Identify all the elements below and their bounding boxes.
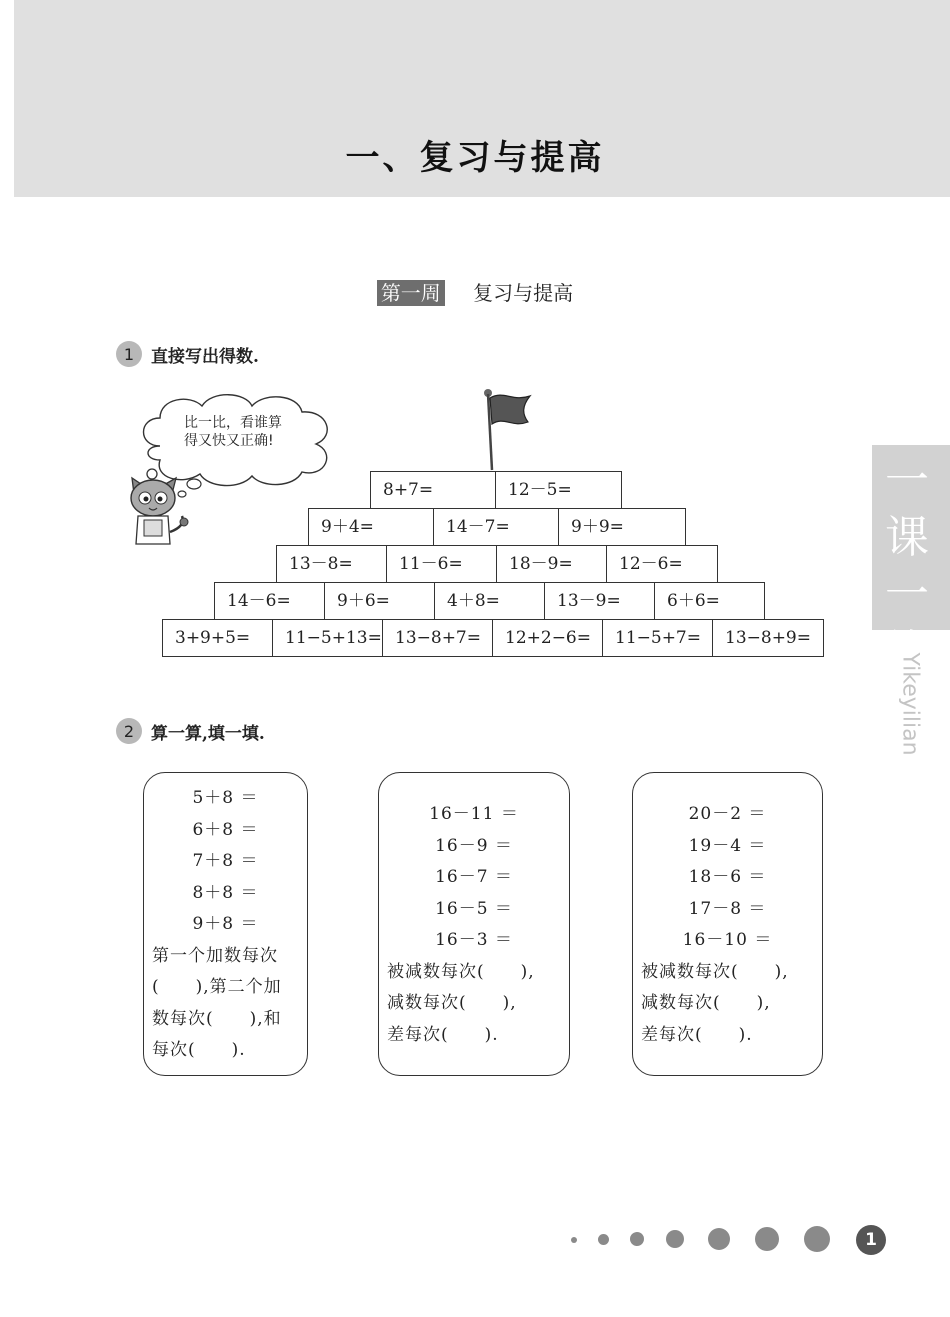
pyramid-brick: 9＋6= <box>325 583 435 619</box>
equation: 9＋8 ＝ <box>192 914 259 934</box>
fill-in-text: 每次( ). <box>152 1040 246 1060</box>
question-number-badge: 2 <box>116 718 142 744</box>
pyramid-brick: 3+9+5= <box>163 620 273 656</box>
card-content <box>379 799 569 1051</box>
decorative-dot <box>666 1230 684 1248</box>
pyramid-brick: 12+2−6= <box>493 620 603 656</box>
decorative-dot <box>755 1227 779 1251</box>
question-instruction: 算一算,填一填. <box>151 723 265 744</box>
exercise-card <box>632 772 823 1076</box>
pyramid-row <box>162 619 824 657</box>
chapter-title: 一、复习与提高 <box>345 138 605 178</box>
fill-in-text: 第一个加数每次 <box>152 945 278 966</box>
fill-in-text: 被减数每次( ), <box>641 961 789 982</box>
pyramid-brick: 12－6= <box>619 554 683 574</box>
pyramid-brick: 18－9= <box>497 546 607 582</box>
week-badge: 第一周 <box>377 280 445 306</box>
pyramid-brick: 11−5+7= <box>603 620 713 656</box>
fill-in-text: 减数每次( ), <box>641 993 771 1013</box>
decorative-dot <box>571 1237 577 1243</box>
equation: 6＋8 ＝ <box>192 819 259 840</box>
equation: 20－2 ＝ <box>688 804 767 824</box>
exercise-card <box>143 772 308 1076</box>
equation: 16－7 ＝ <box>435 867 513 887</box>
pyramid-brick: 12－5= <box>508 480 572 500</box>
equation: 8＋8 ＝ <box>192 882 259 903</box>
raccoon-mascot-icon <box>126 468 192 550</box>
pyramid-brick: 8+7= <box>371 472 496 508</box>
question-instruction: 直接写出得数. <box>151 346 259 367</box>
speech-line: 得又快又正确! <box>184 433 274 449</box>
side-tab-char: 一 <box>885 455 929 506</box>
equation: 16－9 ＝ <box>435 835 513 856</box>
week-heading <box>0 280 950 306</box>
equation: 16－11 ＝ <box>429 804 519 824</box>
equation: 7＋8 ＝ <box>192 851 259 871</box>
question-2-heading <box>116 718 265 744</box>
equation: 16－10 ＝ <box>682 930 773 950</box>
equation: 18－6 ＝ <box>688 867 767 887</box>
equation: 17－8 ＝ <box>688 898 767 919</box>
decorative-dot <box>804 1226 830 1252</box>
week-title: 复习与提高 <box>473 281 574 305</box>
question-number-badge: 1 <box>116 341 142 367</box>
pyramid-brick: 14－7= <box>434 509 559 545</box>
pyramid-brick: 9＋4= <box>309 509 434 545</box>
page-number: 1 <box>856 1225 886 1255</box>
fill-in-text: 减数每次( ), <box>387 993 517 1013</box>
side-tab-char: 练 <box>885 626 929 677</box>
speech-text <box>184 414 282 450</box>
fill-in-text: 数每次( ),和 <box>152 1008 282 1029</box>
fill-in-text: 差每次( ). <box>387 1024 499 1045</box>
fill-in-text: 被减数每次( ), <box>387 961 535 982</box>
fill-in-text: 差每次( ). <box>641 1024 753 1045</box>
pyramid-row <box>276 545 718 582</box>
pyramid-brick: 4＋8= <box>435 583 545 619</box>
side-tab-char: 课 <box>885 512 929 563</box>
card-content <box>633 799 822 1051</box>
pyramid-brick: 13−8+7= <box>383 620 493 656</box>
card-content <box>144 783 307 1067</box>
flag-icon <box>478 388 538 472</box>
equation: 16－5 ＝ <box>435 898 513 919</box>
pyramid-row <box>370 471 622 508</box>
side-tab-text <box>877 452 937 680</box>
pyramid-brick: 13－8= <box>277 546 387 582</box>
speech-line: 比一比，看谁算 <box>184 415 282 431</box>
equation: 5＋8 ＝ <box>192 788 259 808</box>
pyramid-brick: 6＋6= <box>667 591 720 611</box>
pyramid-row <box>214 582 765 619</box>
decorative-dot <box>630 1232 644 1246</box>
pyramid-brick: 13−8+9= <box>725 628 811 648</box>
side-tab-latin: Yikeyilian <box>897 652 923 756</box>
fill-in-text: ( ),第二个加 <box>152 977 282 997</box>
exercise-card <box>378 772 570 1076</box>
equation: 19－4 ＝ <box>688 835 767 856</box>
pyramid-brick: 13－9= <box>545 583 655 619</box>
pyramid-row <box>308 508 686 545</box>
pyramid-brick: 9＋9= <box>571 517 624 537</box>
decorative-dot <box>708 1228 730 1250</box>
decorative-dot <box>598 1234 609 1245</box>
equation: 16－3 ＝ <box>435 930 513 950</box>
side-tab-char: 一 <box>885 569 929 620</box>
pyramid-brick: 14－6= <box>215 583 325 619</box>
pyramid-brick: 11−5+13= <box>273 620 383 656</box>
question-1-heading <box>116 341 259 367</box>
pyramid-brick: 11－6= <box>387 546 497 582</box>
